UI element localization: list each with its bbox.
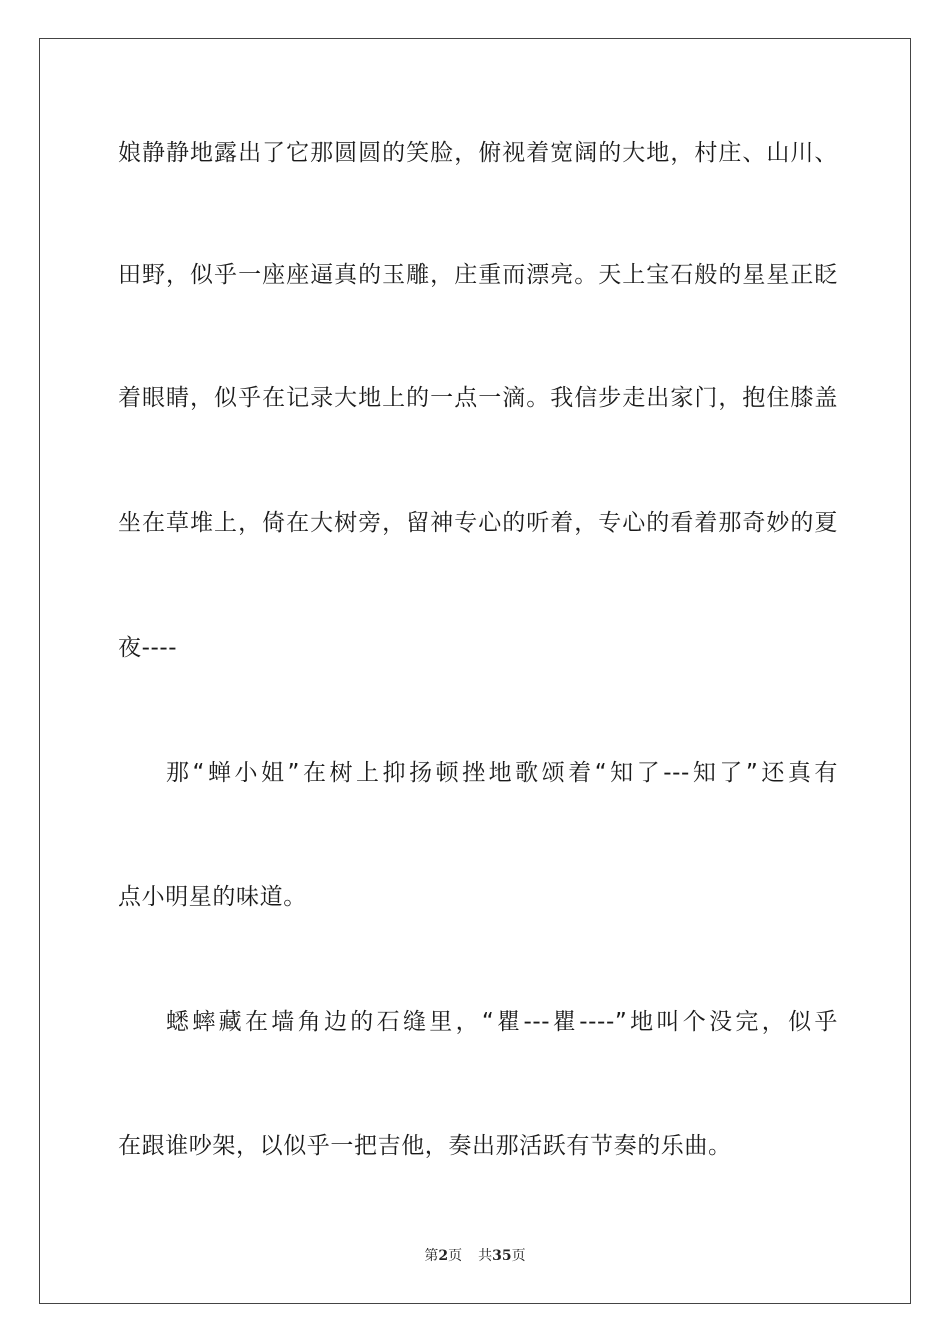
text-line-5: 夜---- [118, 635, 178, 661]
paragraph-start-cricket: 蟋蟀藏在墙角边的石缝里，“瞿---瞿----”地叫个没完，似乎 [166, 1009, 838, 1035]
text-line-3: 着眼睛，似乎在记录大地上的一点一滴。我信步走出家门，抱住膝盖 [118, 385, 838, 411]
text-line-4: 坐在草堆上，倚在大树旁，留神专心的听着，专心的看着那奇妙的夏 [118, 510, 838, 536]
text-line-1: 娘静静地露出了它那圆圆的笑脸，俯视着宽阔的大地，村庄、山川、 [118, 140, 838, 166]
text-line-9: 在跟谁吵架，以似乎一把吉他，奏出那活跃有节奏的乐曲。 [118, 1133, 732, 1159]
paragraph-start-cicada: 那“蝉小姐”在树上抑扬顿挫地歌颂着“知了---知了”还真有 [166, 760, 838, 786]
text-line-2: 田野，似乎一座座逼真的玉雕，庄重而漂亮。天上宝石般的星星正眨 [118, 262, 838, 288]
page-prefix: 第 [424, 1248, 439, 1264]
total-prefix: 共 [478, 1248, 493, 1264]
page-current: 2 [438, 1248, 449, 1264]
page-total: 35 [492, 1248, 512, 1264]
page-unit: 页 [448, 1248, 463, 1264]
total-unit: 页 [511, 1248, 526, 1264]
text-line-7: 点小明星的味道。 [118, 884, 307, 910]
page-footer [0, 1246, 950, 1266]
page-border [39, 38, 911, 1304]
